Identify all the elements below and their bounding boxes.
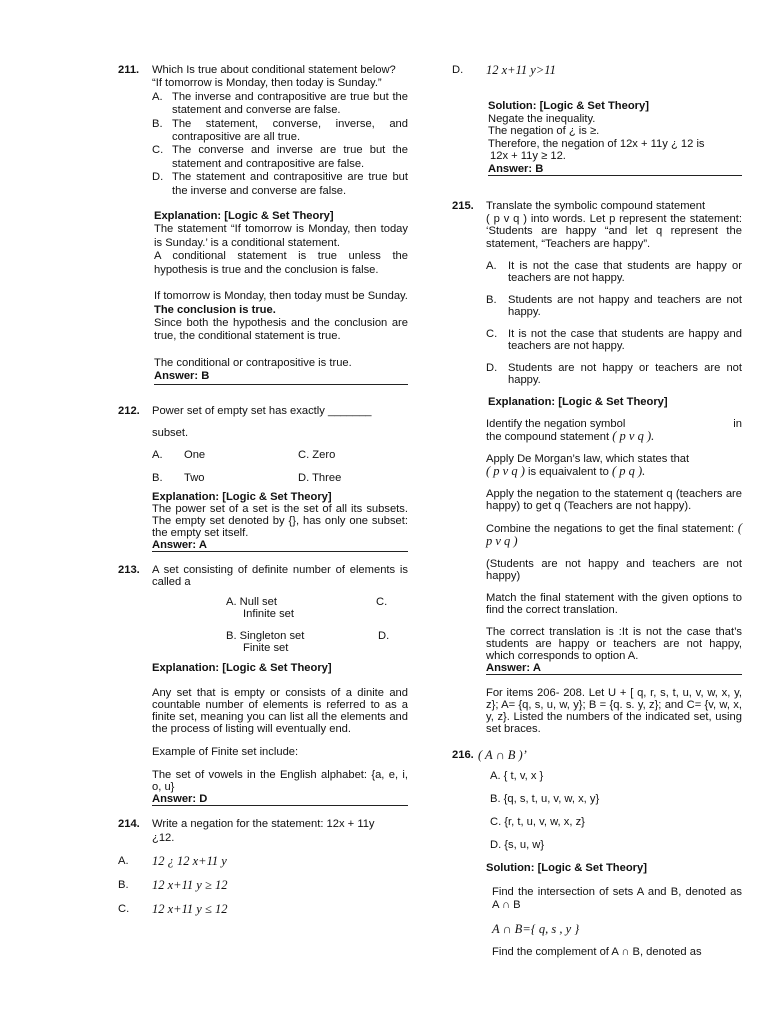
option-c-letter: C. bbox=[376, 596, 388, 609]
question-number: 216. bbox=[452, 749, 474, 761]
question-212 bbox=[118, 405, 408, 441]
right-column bbox=[452, 64, 742, 959]
option-b bbox=[152, 118, 408, 145]
solution-title: Solution: [Logic & Set Theory] bbox=[488, 100, 649, 112]
option-a bbox=[152, 91, 408, 118]
option-math: 12 x+11 y>11 bbox=[486, 63, 556, 77]
option-letter: B. bbox=[152, 472, 163, 485]
option-text: The converse and inverse are true but the statement and contrapositive are false. bbox=[172, 144, 408, 170]
option-text: Two bbox=[184, 472, 205, 485]
option-text: It is not the case that students are happy or teachers are not happy. bbox=[508, 260, 742, 284]
option-a: A. { t, v, x } bbox=[490, 770, 544, 783]
option-math: 12 x+11 y ≤ 12 bbox=[152, 902, 228, 917]
option-text: The statement, converse, inverse, and contrapositive are all true. bbox=[172, 117, 408, 144]
question-expression: ( A ∩ B )’ bbox=[478, 748, 527, 762]
explanation-text: Combine the negations to get the final statement: bbox=[486, 523, 735, 535]
question-quote: “If tomorrow is Monday, then today is Sunday.” bbox=[152, 77, 382, 90]
explanation-math: ( p v q ). bbox=[612, 429, 655, 443]
option-letter: C. bbox=[486, 328, 498, 340]
question-text: A set consisting of definite number of elements is called a bbox=[152, 564, 408, 589]
explanation-212 bbox=[152, 491, 408, 552]
option-letter: B. bbox=[486, 294, 497, 306]
answer: Answer: A bbox=[152, 539, 408, 552]
explanation-text: The statement “If tomorrow is Monday, then today is Sunday.’ is a conditional statement. bbox=[154, 223, 408, 249]
explanation-text: The set of vowels in the English alphabet: {a, e, i, o, u} bbox=[152, 769, 408, 794]
explanation-text: Any set that is empty or consists of a dinite and countable number of elements is referred to as a finite set, meaning you can list all the elements and the process of listing will eventually end. bbox=[152, 687, 408, 736]
option-b: B. Singleton set bbox=[226, 630, 305, 643]
explanation-text: If tomorrow is Monday, then today must be Sunday. bbox=[154, 290, 408, 303]
question-text: subset. bbox=[152, 426, 189, 439]
answer: Answer: A bbox=[486, 662, 742, 675]
option-text: C. Zero bbox=[298, 449, 336, 462]
explanation-211 bbox=[154, 210, 408, 384]
question-text: ( p v q ) into words. Let p represent the statement: ‘Students are happy “and let q represent the statement, “Teachers are happy”. bbox=[486, 212, 742, 250]
left-column bbox=[118, 64, 408, 927]
options-216 bbox=[490, 770, 742, 862]
explanation-title: Explanation: [Logic & Set Theory] bbox=[488, 396, 668, 408]
solution-text: The negation of ¿ is ≥. bbox=[488, 125, 600, 137]
explanation-text: A conditional statement is true unless the hypothesis is true and the conclusion is false. bbox=[154, 250, 408, 276]
solution-216 bbox=[486, 862, 742, 959]
explanation-text: Apply De Morgan’s law, which states that bbox=[486, 453, 690, 465]
solution-math: A ∩ B={ q, s , y } bbox=[492, 921, 580, 936]
option-text: It is not the case that students are happy and teachers are not happy. bbox=[508, 328, 742, 352]
option-text: Students are not happy or teachers are not happy. bbox=[508, 362, 742, 386]
solution-214 bbox=[488, 100, 742, 176]
options-213 bbox=[118, 596, 408, 660]
option-text: One bbox=[184, 449, 206, 462]
question-number: 211. bbox=[118, 64, 140, 76]
answer: Answer: B bbox=[488, 163, 742, 177]
explanation-215 bbox=[486, 396, 742, 735]
option-text: Students are not happy and teachers are not happy. bbox=[508, 294, 742, 318]
options-212 bbox=[152, 449, 408, 485]
question-215 bbox=[452, 200, 742, 250]
option-b: B. {q, s, t, u, v, w, x, y} bbox=[490, 793, 600, 806]
explanation-title: Explanation: [Logic & Set Theory] bbox=[152, 662, 332, 675]
explanation-math: ( p q ). bbox=[611, 464, 646, 478]
option-d bbox=[152, 171, 408, 198]
option-d-letter: D. bbox=[378, 630, 390, 643]
solution-title: Solution: [Logic & Set Theory] bbox=[486, 862, 647, 875]
question-number: 215. bbox=[452, 200, 474, 212]
option-letter: A. bbox=[118, 855, 129, 868]
option-letter: C. bbox=[118, 903, 130, 916]
option-letter: A. bbox=[152, 90, 163, 103]
items-note: For items 206- 208. Let U + [ q, r, s, t, u, v, w, x, y, z}; A= {q, s, u, w, y}; B = {q. s. y, z}; and C= {v, w, x, y, z}. Listed the numbers of the indicated set, using set braces. bbox=[486, 687, 742, 735]
explanation-text: the compound statement bbox=[486, 431, 610, 443]
question-text: ¿12. bbox=[152, 831, 175, 844]
option-a: A. Null set bbox=[226, 596, 277, 609]
explanation-text: Apply the negation to the statement q (teachers are happy) to get q (Teachers are not happy). bbox=[486, 488, 742, 512]
question-213 bbox=[118, 564, 408, 588]
solution-text: Find the intersection of sets A and B, denoted as A ∩ B bbox=[492, 885, 742, 912]
option-letter: A. bbox=[152, 449, 163, 462]
question-216 bbox=[452, 749, 742, 762]
question-214 bbox=[118, 818, 408, 845]
question-text: Translate the symbolic compound statement bbox=[486, 200, 706, 212]
option-d: D. {s, u, w} bbox=[490, 839, 545, 852]
explanation-math: ( p v q ) bbox=[486, 521, 743, 548]
answer: Answer: D bbox=[152, 793, 408, 806]
explanation-text: (Students are not happy and teachers are not happy) bbox=[486, 558, 742, 582]
option-letter: D. bbox=[452, 64, 464, 76]
option-c: C. {r, t, u, v, w, x, z} bbox=[490, 816, 585, 829]
solution-text: 12x + 11y ≥ 12. bbox=[490, 150, 566, 162]
option-text: The inverse and contrapositive are true but the statement and converse are false. bbox=[172, 90, 408, 117]
option-text: The statement and contrapositive are true but the inverse and converse are false. bbox=[172, 171, 408, 197]
explanation-text: The correct translation is :It is not the case that’s students are happy or teachers are not happy, which corresponds to option A. bbox=[486, 626, 742, 662]
option-letter: D. bbox=[486, 362, 498, 374]
explanation-text: Identify the negation symbol bbox=[486, 418, 626, 430]
explanation-text: Since both the hypothesis and the conclusion are true, the conditional statement is true. bbox=[154, 316, 408, 343]
question-text: Which Is true about conditional statement below? bbox=[152, 64, 396, 76]
option-letter: B. bbox=[118, 879, 129, 892]
option-letter: A. bbox=[486, 260, 497, 272]
explanation-text: in bbox=[733, 418, 742, 430]
options-215 bbox=[486, 260, 742, 386]
explanation-math: ( p v q ) bbox=[486, 464, 525, 478]
option-math: 12 x+11 y ≥ 12 bbox=[152, 878, 228, 893]
explanation-title: Explanation: [Logic & Set Theory] bbox=[154, 210, 334, 223]
option-c bbox=[152, 144, 408, 171]
question-211 bbox=[118, 64, 408, 198]
option-d: Finite set bbox=[243, 642, 289, 655]
explanation-213 bbox=[152, 662, 408, 806]
option-text: D. Three bbox=[298, 472, 342, 485]
explanation-bold: The conclusion is true. bbox=[154, 303, 276, 316]
question-text: Power set of empty set has exactly _______ bbox=[152, 404, 372, 417]
question-text: Write a negation for the statement: 12x + 11y bbox=[152, 818, 375, 831]
answer: Answer: B bbox=[154, 370, 408, 384]
option-d-214 bbox=[452, 64, 742, 94]
option-letter: C. bbox=[152, 144, 164, 157]
question-number: 212. bbox=[118, 404, 140, 417]
explanation-text: is equaivalent to bbox=[527, 466, 609, 478]
explanation-text: The conditional or contrapositive is true. bbox=[154, 356, 352, 369]
explanation-title: Explanation: [Logic & Set Theory] bbox=[152, 491, 332, 504]
explanation-text: Example of Finite set include: bbox=[152, 746, 299, 759]
question-number: 213. bbox=[118, 564, 140, 577]
option-math: 12 ¿ 12 x+11 y bbox=[152, 854, 227, 869]
solution-text: Negate the inequality. bbox=[488, 112, 596, 125]
option-letter: B. bbox=[152, 117, 163, 130]
option-letter: D. bbox=[152, 171, 164, 184]
solution-text: Find the complement of A ∩ B, denoted as bbox=[492, 946, 702, 959]
explanation-text: The power set of a set is the set of all its subsets. The empty set denoted by {}, has only one subset: the empty set itself. bbox=[152, 503, 408, 540]
option-c: Infinite set bbox=[243, 608, 294, 621]
question-number: 214. bbox=[118, 818, 140, 831]
explanation-text: Match the final statement with the given options to find the correct translation. bbox=[486, 592, 742, 616]
options-214 bbox=[118, 855, 408, 927]
solution-text: Therefore, the negation of 12x + 11y ¿ 12 is bbox=[488, 137, 705, 150]
